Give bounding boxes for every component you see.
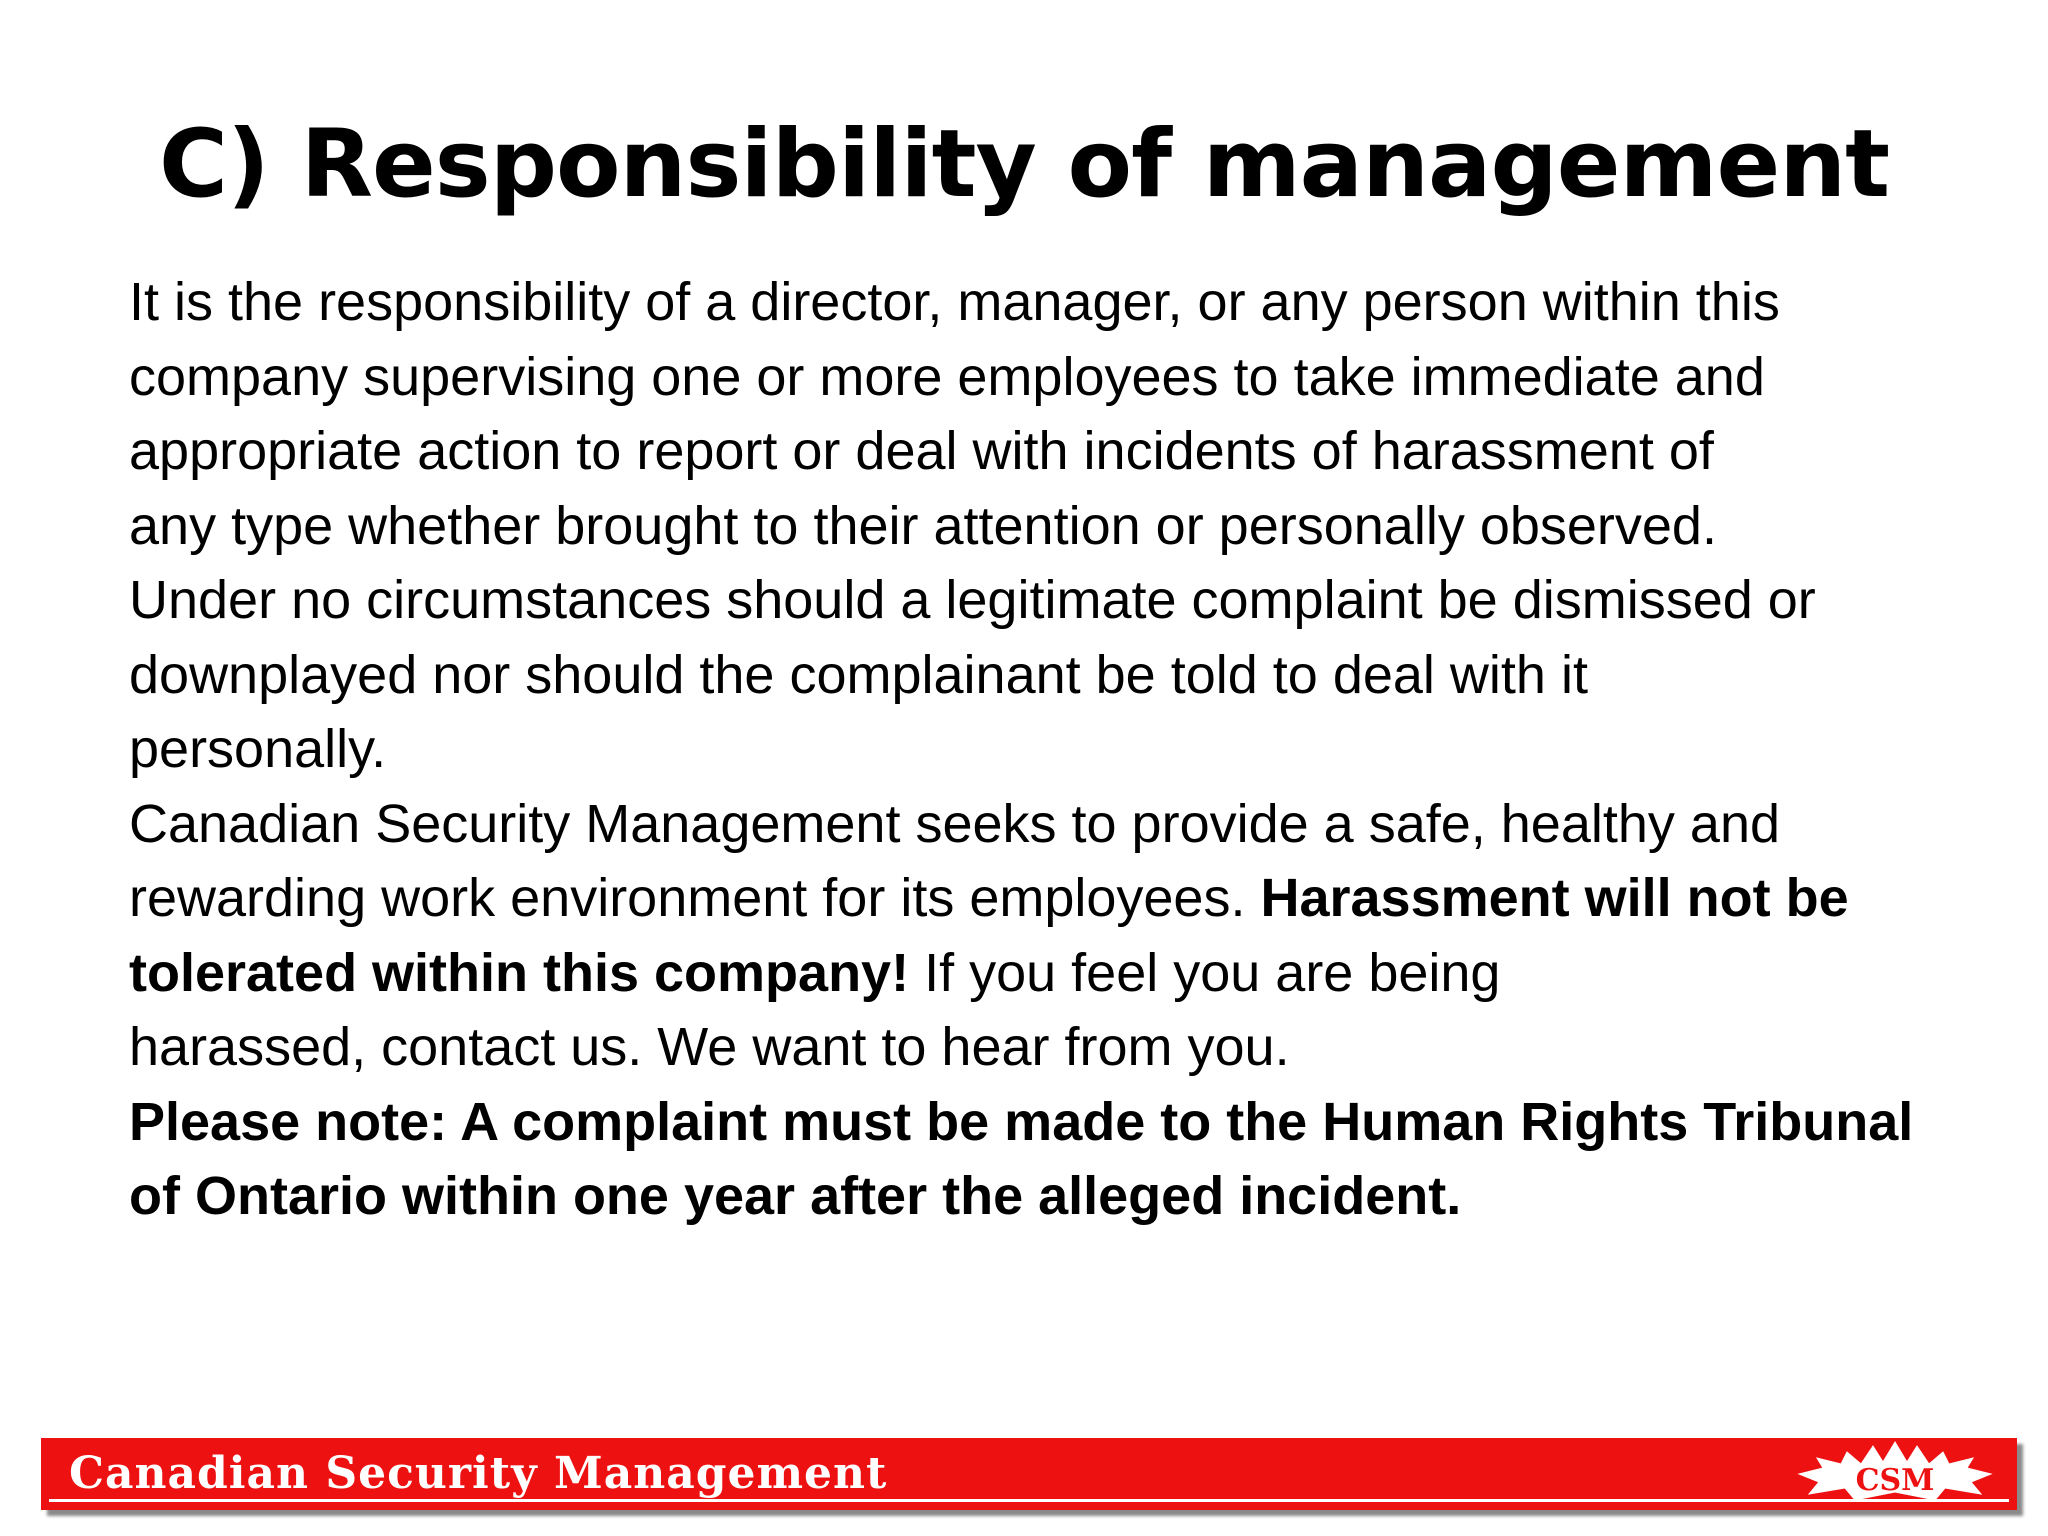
body-line (129, 414, 1949, 489)
slide-title: C) Responsibility of management (158, 110, 1890, 219)
text-run: appropriate action to report or deal with incidents of harassment of (129, 421, 1714, 481)
body-line (129, 936, 1949, 1011)
text-run: harassed, contact us. We want to hear from you. (129, 1017, 1290, 1077)
body-line (129, 1085, 1949, 1160)
body-line (129, 712, 1949, 787)
text-run: Canadian Security Management seeks to provide a safe, healthy and (129, 793, 1781, 854)
body-line (129, 1010, 1949, 1085)
body-line (129, 340, 1949, 415)
text-run: If you feel you are being (909, 942, 1501, 1003)
bold-text-run: Harassment will not be (1260, 868, 1849, 928)
csm-logo (1795, 1440, 1995, 1506)
body-line (129, 1159, 1949, 1234)
body-line (129, 489, 1949, 564)
bold-text-run: tolerated within this company! (129, 942, 910, 1003)
bold-text-run: of Ontario within one year after the alleged incident. (129, 1166, 1462, 1226)
text-run: It is the responsibility of a director, manager, or any person within this (129, 272, 1780, 332)
body-line (129, 787, 1949, 862)
text-run: any type whether brought to their attention or personally observed. (129, 495, 1717, 556)
text-run: downplayed nor should the complainant be told to deal with it (129, 644, 1588, 705)
body-line (129, 265, 1949, 340)
body-line (129, 861, 1949, 936)
footer-company-name: Canadian Security Management (69, 1448, 888, 1499)
csm-logo-text: CSM (1855, 1463, 1935, 1498)
body-line (129, 638, 1949, 713)
text-run: rewarding work environment for its employees. (129, 868, 1261, 928)
text-run: company supervising one or more employees to take immediate and (129, 346, 1765, 407)
text-run: Under no circumstances should a legitimate complaint be dismissed or (129, 570, 1816, 630)
body-line (129, 563, 1949, 638)
text-run: personally. (129, 719, 387, 779)
slide-body (129, 265, 1949, 1234)
footer-banner (41, 1438, 2017, 1510)
maple-leaf-icon (1795, 1440, 1995, 1506)
bold-text-run: Please note: A complaint must be made to the Human Rights Tribunal (129, 1091, 1914, 1152)
